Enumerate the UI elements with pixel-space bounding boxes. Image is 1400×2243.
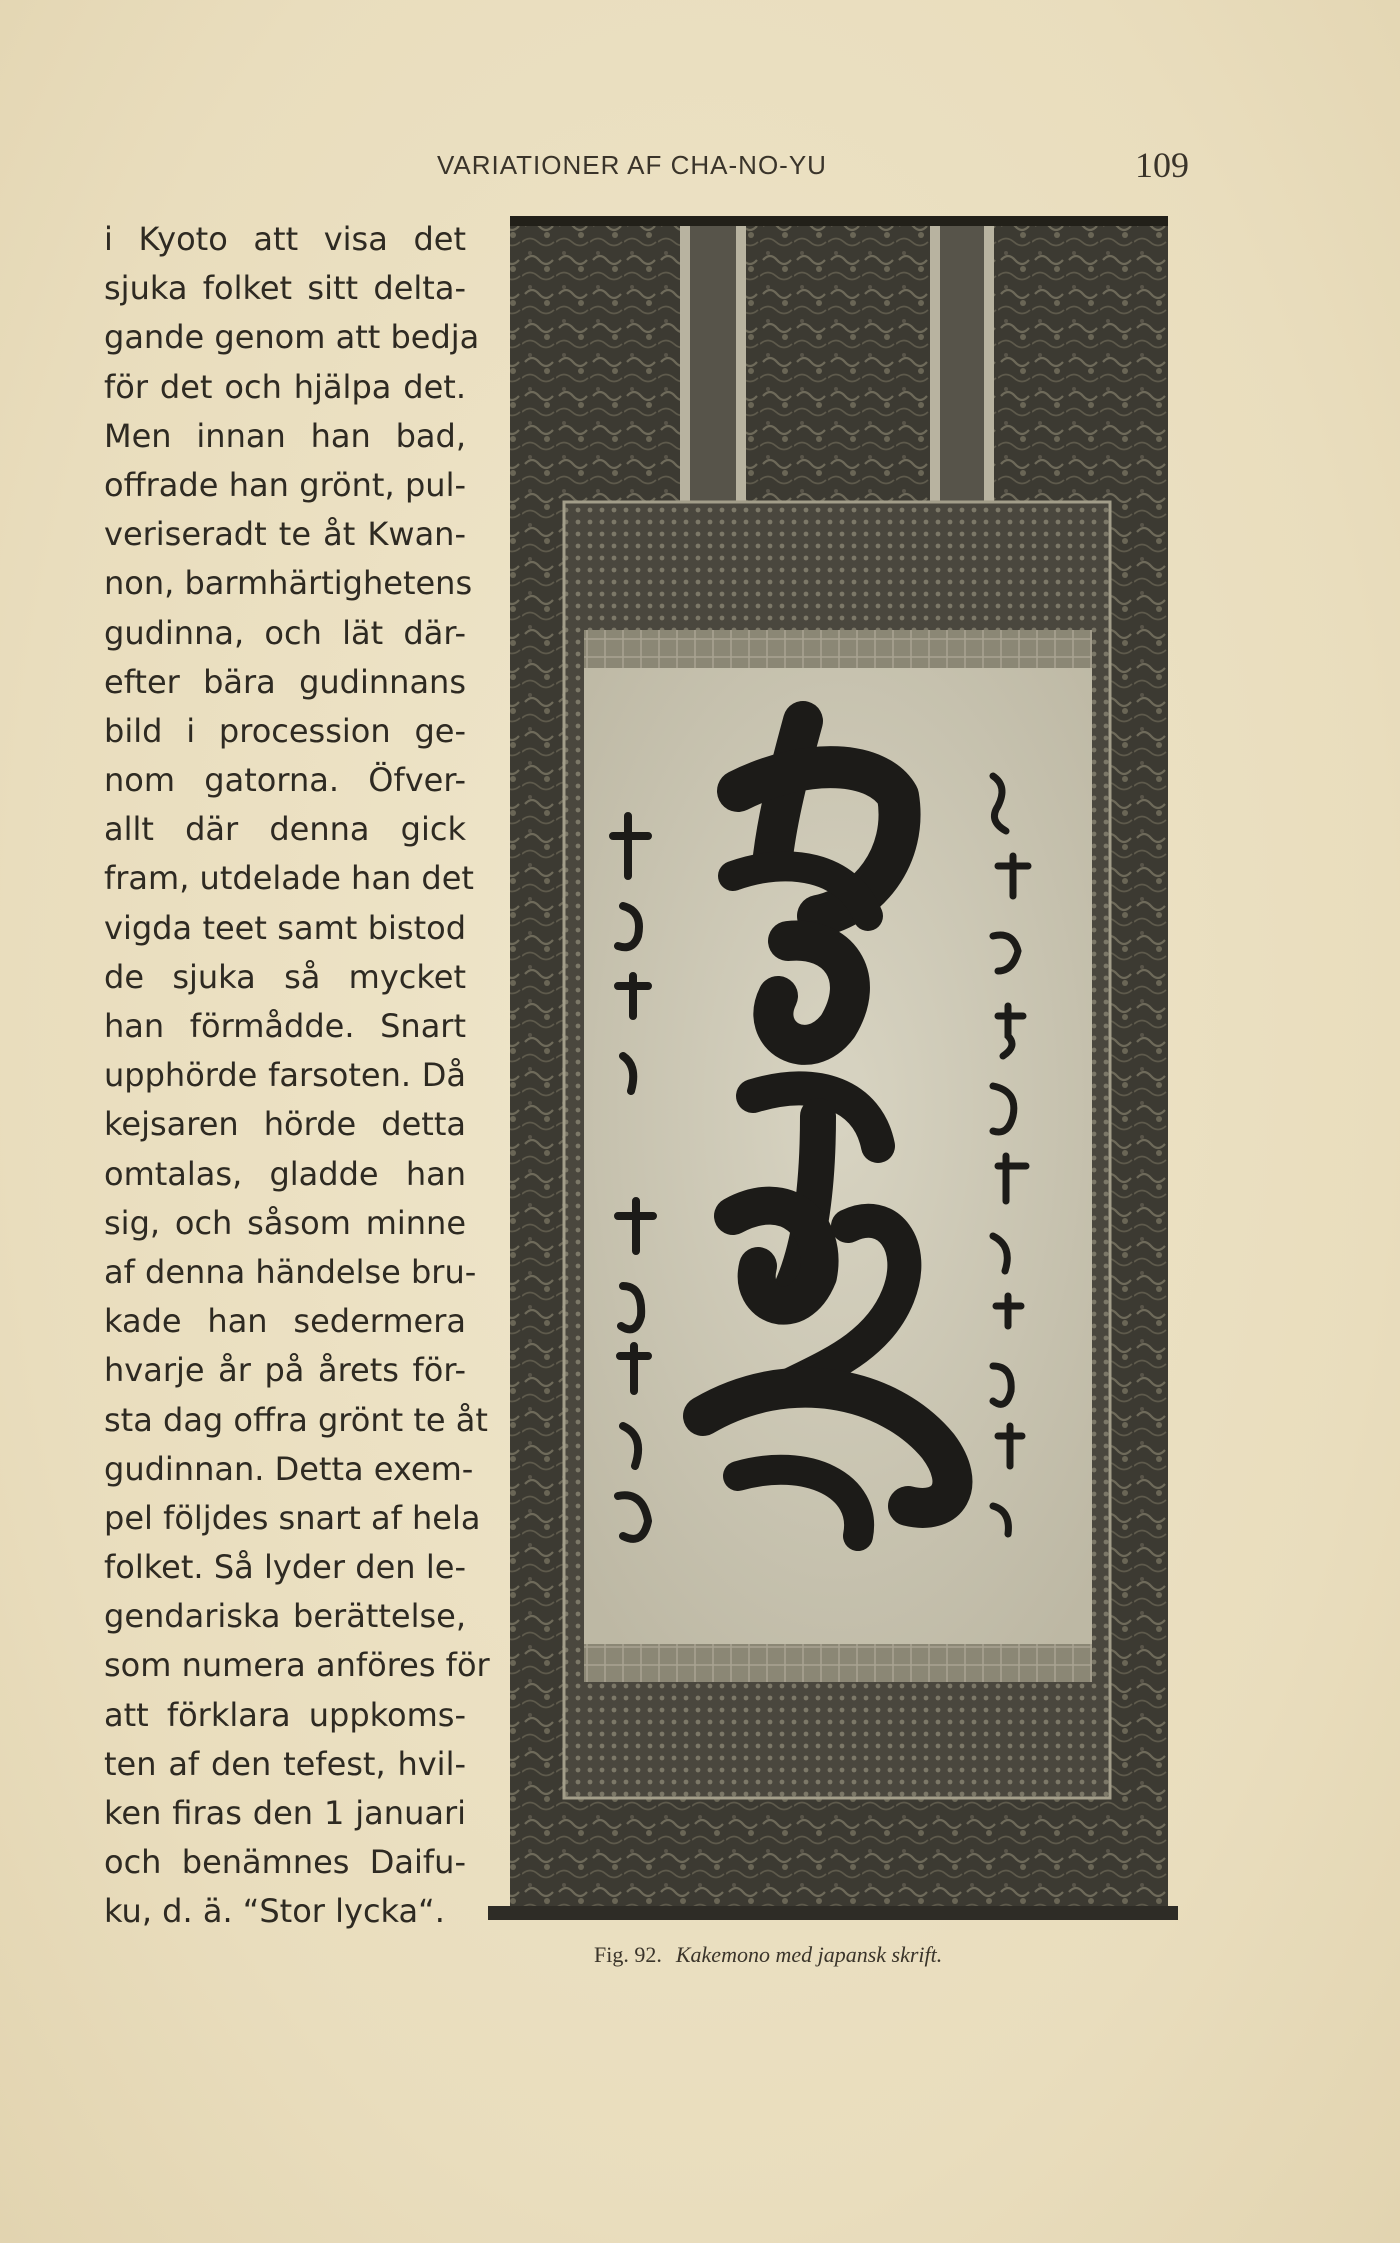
text-line: gande genom att bedja	[104, 318, 480, 357]
text-line: non, barmhärtighetens	[104, 564, 473, 603]
figure-label: Fig. 92.	[594, 1942, 662, 1967]
figure-title: Kakemono med japansk skrift.	[675, 1942, 943, 1967]
text-line: gudinna, och lät där-	[104, 613, 466, 652]
text-line: att förklara uppkoms-	[104, 1695, 466, 1734]
text-line: och benämnes Daifu-	[104, 1843, 466, 1882]
text-line: de sjuka så mycket	[104, 957, 466, 996]
text-line: bild i procession ge-	[104, 711, 466, 750]
text-line: af denna händelse bru-	[104, 1252, 477, 1291]
text-line: vigda teet samt bistod	[104, 908, 466, 947]
text-line: kade han sedermera	[104, 1302, 466, 1341]
text-line: nom gatorna. Öfver-	[104, 761, 466, 800]
text-line: hvarje år på årets för-	[104, 1351, 466, 1390]
text-line: för det och hjälpa det.	[104, 367, 466, 406]
text-line: sig, och såsom minne	[104, 1203, 466, 1242]
text-line: offrade han grönt, pul-	[104, 465, 466, 504]
text-line: kejsaren hörde detta	[104, 1105, 466, 1144]
text-line: pel följdes snart af hela	[104, 1498, 481, 1537]
text-line: Men innan han bad,	[104, 416, 466, 455]
text-line: han förmådde. Snart	[104, 1007, 466, 1045]
text-line: sta dag offra grönt te åt	[104, 1400, 488, 1439]
text-line: som numera anföres för	[104, 1646, 490, 1685]
text-line: veriseradt te åt Kwan-	[104, 515, 466, 554]
text-line: sjuka folket sitt delta-	[104, 269, 466, 308]
text-line: gudinnan. Detta exem-	[104, 1449, 474, 1488]
body-text-column	[104, 215, 490, 1937]
text-line: i Kyoto att visa det	[104, 220, 466, 258]
text-line: omtalas, gladde han	[104, 1154, 466, 1193]
running-title: VARIATIONER AF CHA-NO-YU	[437, 150, 827, 180]
text-line: efter bära gudinnans	[104, 662, 466, 701]
text-line: gendariska berättelse,	[104, 1597, 466, 1636]
page-number: 109	[1135, 145, 1189, 185]
text-line: fram, utdelade han det	[104, 859, 474, 898]
text-line: ken firas den 1 januari	[104, 1794, 466, 1832]
kakemono-scroll-photo	[488, 216, 1178, 1920]
text-line: upphörde farsoten. Då	[104, 1056, 466, 1095]
text-line: ku, d. ä. “Stor lycka“.	[104, 1892, 445, 1931]
figure-caption	[594, 1942, 1094, 1968]
text-line: allt där denna gick	[104, 810, 466, 849]
text-line: folket. Så lyder den le-	[104, 1548, 466, 1587]
text-line: ten af den tefest, hvil-	[104, 1744, 466, 1783]
